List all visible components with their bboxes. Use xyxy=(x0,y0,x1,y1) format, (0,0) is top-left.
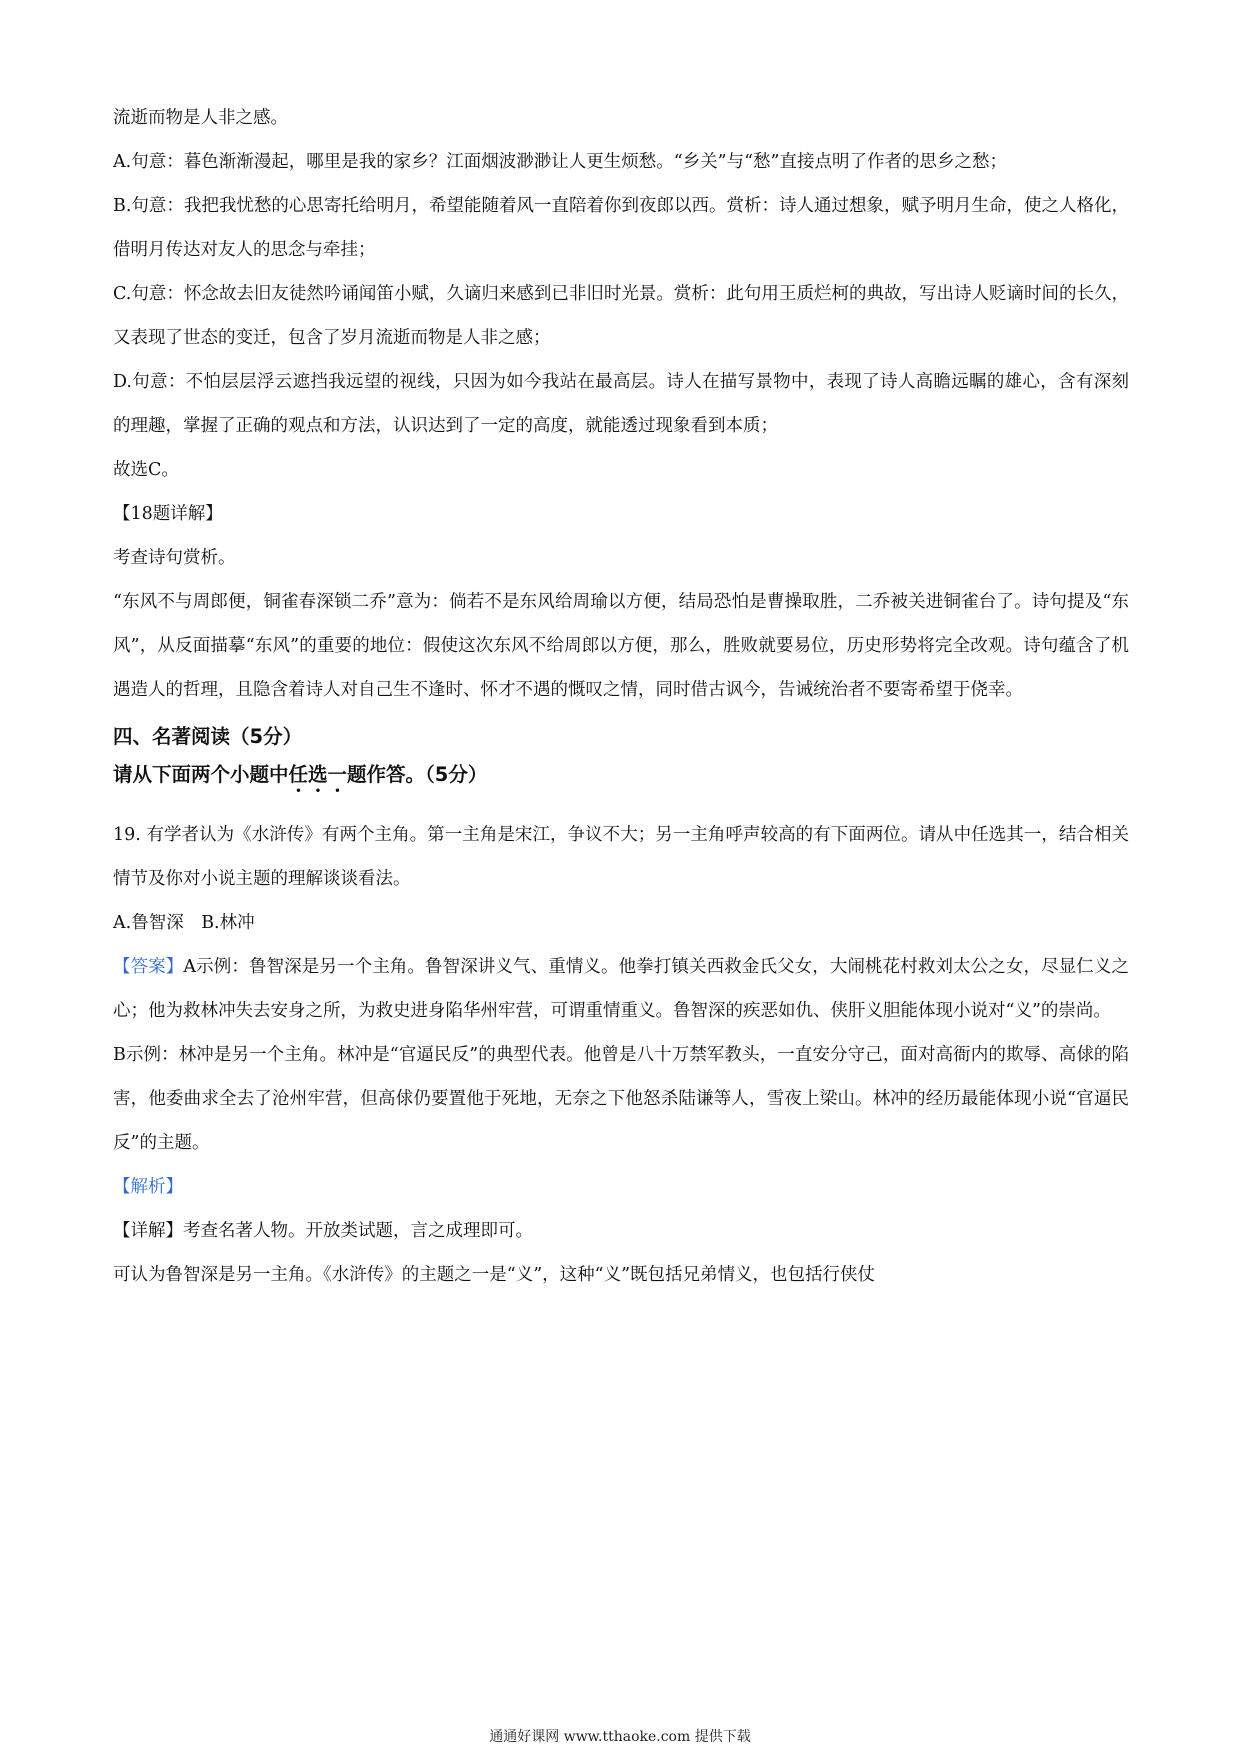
detail-text: 考查名著人物。开放类试题，言之成理即可。 xyxy=(183,1221,533,1241)
answer-a-paragraph xyxy=(113,945,1129,1033)
instruction-emphasis: 任选一 xyxy=(288,763,348,786)
section-4-heading: 四、名著阅读（5分） xyxy=(113,725,303,748)
instruction-prefix: 请从下面两个小题中 xyxy=(113,763,289,786)
option-a-analysis: A.句意：暮色渐渐漫起，哪里是我的家乡？江面烟波渺渺让人更生烦愁。“乡关”与“愁”直接点明了作者的思乡之愁； xyxy=(113,152,1007,172)
option-c-analysis: C.句意：怀念故去旧友徒然吟诵闻笛小赋，久谪归来感到已非旧时光景。赏析：此句用王质烂柯的典故，写出诗人贬谪时间的长久，又表现了世态的变迁，包含了岁月流逝而物是人非之感； xyxy=(113,284,1129,348)
final-paragraph: 可认为鲁智深是另一主角。《水浒传》的主题之一是“义”，这种“义”既包括兄弟情义，也包括行侠仗 xyxy=(113,1265,876,1285)
question-18-topic: 考查诗句赏析。 xyxy=(113,548,236,568)
option-b-analysis: B.句意：我把我忧愁的心思寄托给明月，希望能随着风一直陪着你到夜郎以西。赏析：诗人通过想象，赋予明月生命，使之人格化，借明月传达对友人的思念与牵挂； xyxy=(113,196,1129,260)
section-4-instruction xyxy=(113,756,1129,797)
answer-b-paragraph: B示例：林冲是另一个主角。林冲是“官逼民反”的典型代表。他曾是八十万禁军教头，一直安分守己，面对高衙内的欺辱、高俅的陷害，他委曲求全去了沧州牢营，但高俅仍要置他于死地，无奈之下他怒杀陆谦等人，雪夜上梁山。林冲的经历最能体现小说“官逼民反”的主题。 xyxy=(113,1045,1129,1153)
option-d-analysis: D.句意：不怕层层浮云遮挡我远望的视线，只因为如今我站在最高层。诗人在描写景物中，表现了诗人高瞻远瞩的雄心，含有深刻的理趣，掌握了正确的观点和方法，认识达到了一定的高度，就能透过现象看到本质； xyxy=(113,372,1129,436)
paragraph-17-tail: 流逝而物是人非之感。 xyxy=(113,108,288,128)
detail-paragraph xyxy=(113,1209,1129,1253)
question-19-options: A.鲁智深 B.林冲 xyxy=(113,913,255,933)
analysis-label: 【解析】 xyxy=(113,1177,183,1197)
question-18-explanation: “东风不与周郎便，铜雀春深锁二乔”意为：倘若不是东风给周瑜以方便，结局恐怕是曹操取胜，二乔被关进铜雀台了。诗句提及“东风”，从反面描摹“东风”的重要的地位：假使这次东风不给周郎以方便，那么，胜败就要易位，历史形势将完全改观。诗句蕴含了机遇造人的哲理，且隐含着诗人对自己生不逢时、怀才不遇的慨叹之情，同时借古讽今，告诫统治者不要寄希望于侥幸。 xyxy=(113,592,1129,700)
answer-label: 【答案】 xyxy=(113,957,184,977)
question-18-detail-label: 【18题详解】 xyxy=(113,504,223,524)
instruction-suffix: 题作答。（5分） xyxy=(347,763,488,786)
question-19-text: 19. 有学者认为《水浒传》有两个主角。第一主角是宋江，争议不大；另一主角呼声较高的有下面两位。请从中任选其一，结合相关情节及你对小说主题的理解谈谈看法。 xyxy=(113,825,1129,889)
answer-a-text: A示例：鲁智深是另一个主角。鲁智深讲义气、重情义。他拳打镇关西救金氏父女，大闹桃花村救刘太公之女，尽显仁义之心；他为救林冲失去安身之所，为救史进身陷华州牢营，可谓重情重义。鲁智深的疾恶如仇、侠肝义胆能体现小说对“义”的崇尚。 xyxy=(113,957,1130,1021)
detail-label: 【详解】 xyxy=(113,1221,183,1241)
answer-choice-17: 故选C。 xyxy=(113,460,179,480)
page-footer: 通通好课网 www.tthaoke.com 提供下载 xyxy=(489,1729,751,1745)
document-body xyxy=(113,96,1129,1297)
